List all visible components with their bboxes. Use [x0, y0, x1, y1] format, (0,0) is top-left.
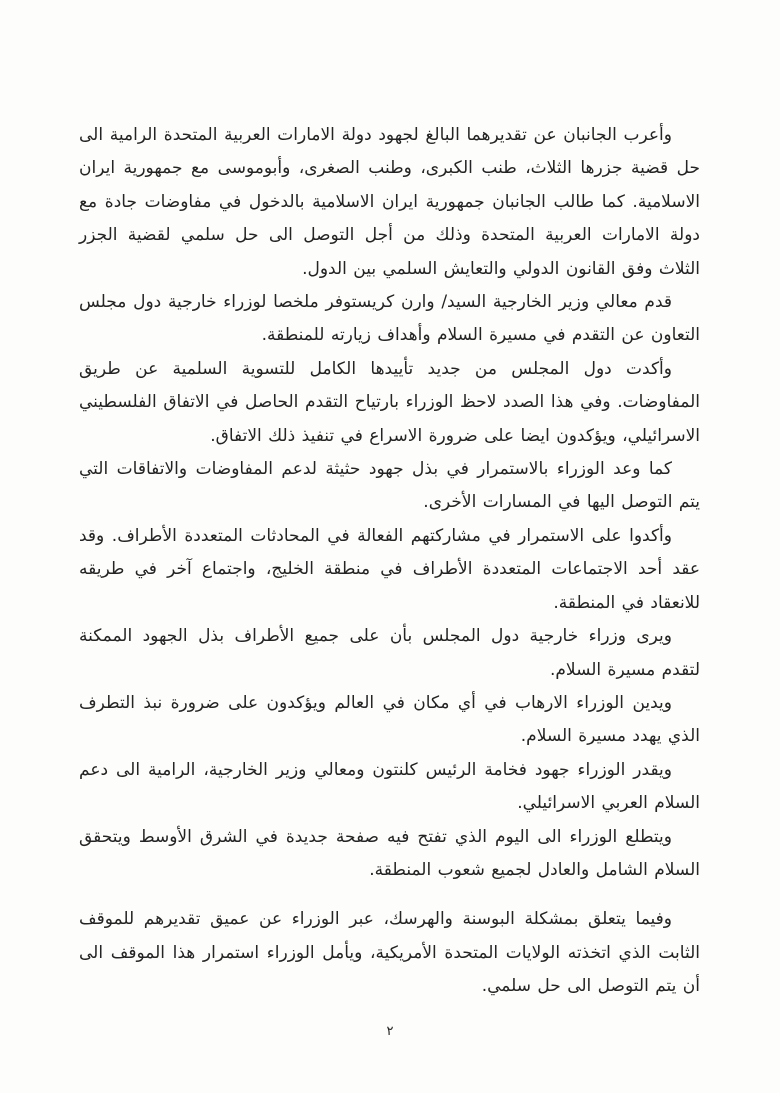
paragraph: ويتطلع الوزراء الى اليوم الذي تفتح فيه صفحة جديدة في الشرق الأوسط ويتحقق السلام الشامل والعادل لجميع شعوب المنطقة.	[79, 826, 700, 880]
paragraph: ويرى وزراء خارجية دول المجلس بأن على جميع الأطراف بذل الجهود الممكنة لتقدم مسيرة السلام.	[79, 626, 700, 680]
paragraph: ويدين الوزراء الارهاب في أي مكان في العالم ويؤكدون على ضرورة نبذ التطرف الذي يهدد مسيرة السلام.	[79, 692, 700, 747]
document-text-block	[79, 119, 700, 1004]
paragraph: وأعرب الجانبان عن تقديرهما البالغ لجهود دولة الامارات العربية المتحدة الرامية الى حل قضية جزرها الثلاث، طنب الكبرى، وطنب الصغرى، وأبوموسى مع جمهورية ايران الاسلامية. كما طالب الجانبان جمهورية ايران الاسلامية بالدخول في مفاوضات جادة مع دولة الامارات العربية المتحدة وذلك من أجل التوصل الى حل سلمي لقضية الجزر الثلاث وفق القانون الدولي والتعايش السلمي بين الدول.	[79, 125, 700, 279]
paragraph: وفيما يتعلق بمشكلة البوسنة والهرسك، عبر الوزراء عن عميق تقديرهم للموقف الثابت الذي اتخذته الولايات المتحدة الأمريكية، ويأمل الوزراء استمرار هذا الموقف الى أن يتم التوصل الى حل سلمي.	[79, 909, 700, 997]
page-number: ٢	[386, 1024, 394, 1039]
paragraph: كما وعد الوزراء بالاستمرار في بذل جهود حثيثة لدعم المفاوضات والاتفاقات التي يتم التوصل اليها في المسارات الأخرى.	[79, 459, 700, 513]
paragraph: وأكدت دول المجلس من جديد تأييدها الكامل للتسوية السلمية عن طريق المفاوضات. وفي هذا الصدد لاحظ الوزراء بارتياح التقدم الحاصل في الاتفاق الفلسطيني الاسرائيلي، ويؤكدون ايضا على ضرورة الاسراع في تنفيذ ذلك الاتفاق.	[79, 358, 700, 446]
paragraph: ويقدر الوزراء جهود فخامة الرئيس كلنتون ومعالي وزير الخارجية، الرامية الى دعم السلام العربي الاسرائيلي.	[79, 759, 700, 814]
paragraph: قدم معالي وزير الخارجية السيد/ وارن كريستوفر ملخصا لوزراء خارجية دول مجلس التعاون عن التقدم في مسيرة السلام وأهداف زيارته للمنطقة.	[79, 292, 700, 346]
paragraph: وأكدوا على الاستمرار في مشاركتهم الفعالة في المحادثات المتعددة الأطراف. وقد عقد أحد الاجتماعات المتعددة الأطراف في منطقة الخليج، واجتماع آخر في طريقه للانعقاد في المنطقة.	[79, 525, 700, 613]
